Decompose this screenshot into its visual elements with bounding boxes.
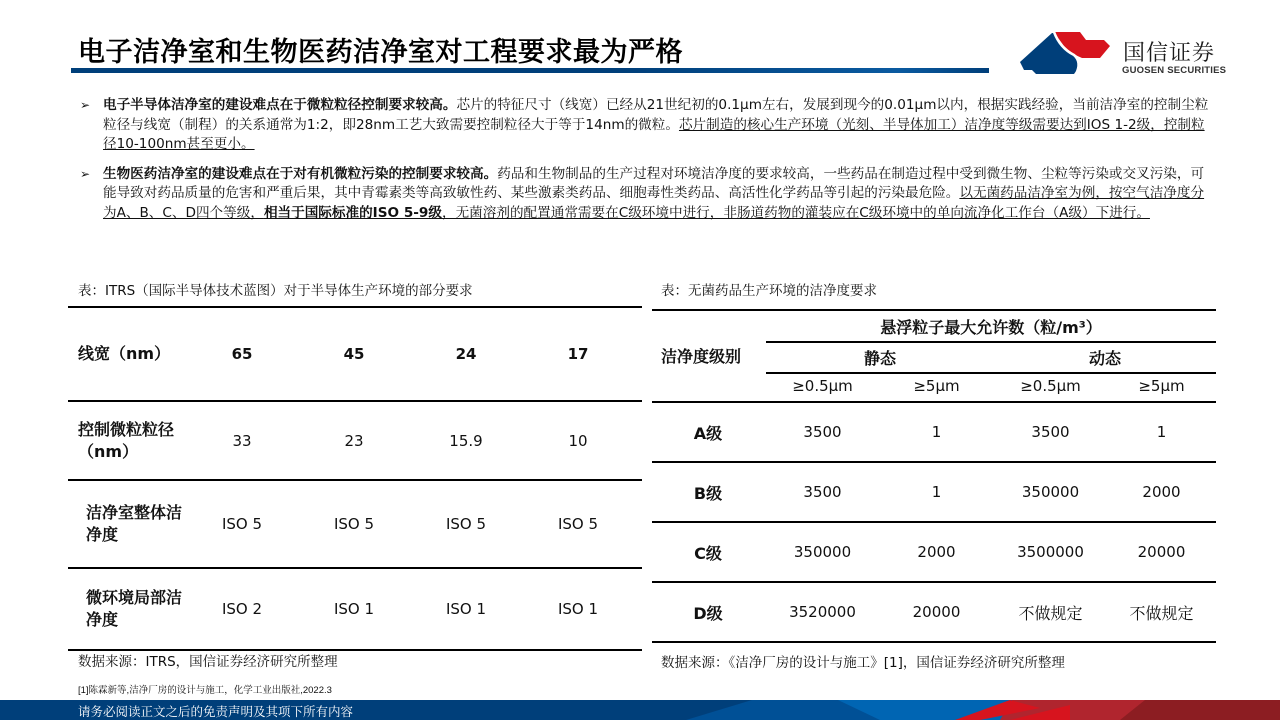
right-table-source: 数据来源：《洁净厂房的设计与施工》[1]，国信证券经济研究所整理 — [661, 655, 1065, 671]
table-cell: ISO 1 — [445, 600, 487, 618]
table-cell: 1 — [1156, 423, 1167, 441]
disclaimer-text: 请务必阅读正文之后的免责声明及其项下所有内容 — [78, 704, 354, 719]
table-cell: 2000 — [1142, 483, 1181, 501]
row-header: 控制微粒粒径（nm） — [78, 419, 175, 461]
table-cell: 不做规定 — [1129, 603, 1194, 623]
table-cell: 3520000 — [789, 603, 856, 621]
table-header — [652, 309, 1216, 403]
table-cell: ISO 5 — [557, 515, 599, 533]
bullet-body: 药品和生物制品的生产过程对环境洁净度的要求较高，一些药品在制造过程中受到微生物、尘粒等污染或交叉污染，可能导致对药品质量的危害和严重后果，其中青霉素类等高致敏性药、某些激素类药品、细胞毒性类药品、高活性化学药品等引起的污染最危险。 — [103, 165, 1205, 201]
table-cell: 23 — [344, 431, 364, 450]
bullet-heading: 生物医药洁净室的建设难点在于对有机微粒污染的控制要求较高。 — [103, 165, 498, 182]
itrs-requirements-table — [68, 306, 642, 651]
table-cell: 350000 — [793, 543, 852, 561]
bullet-electronic-cleanroom — [80, 96, 1210, 155]
guosen-logo-icon — [1016, 28, 1116, 78]
header-divider — [766, 341, 1216, 343]
row-header: 微环境局部洁净度 — [86, 588, 183, 629]
row-header: 洁净室整体洁净度 — [86, 503, 183, 544]
title-underline — [71, 68, 989, 73]
table-row — [68, 306, 642, 400]
company-logo — [1016, 28, 1266, 78]
reference-footnote: [1]陈霖新等,洁净厂房的设计与施工，化学工业出版社,2022.3 — [78, 685, 332, 696]
table-cell: ISO 1 — [557, 600, 599, 618]
static-header: 静态 — [863, 349, 896, 368]
particle-limit-header: 悬浮粒子最大允许数（粒/m³） — [880, 318, 1102, 337]
bullet-underlined-b: ，无菌溶剂的配置通常需要在C级环境中进行，非肠道药物的灌装应在C级环境中的单向流净化工作台（A级）下进行。 — [441, 204, 1150, 221]
footer-bar — [0, 700, 1280, 720]
table-row — [68, 567, 642, 651]
table-cell: 1 — [931, 483, 942, 501]
table-row — [652, 463, 1216, 523]
table-cell: 10 — [568, 431, 588, 450]
bullet-list — [80, 96, 1210, 233]
table-cell: 不做规定 — [1018, 603, 1083, 623]
bullet-underlined: 芯片制造的核心生产环境（光刻、半导体加工）洁净度等级需要达到IOS 1-2级，控制粒径10-100nm甚至更小。 — [103, 116, 1205, 152]
table-cell: 1 — [931, 423, 942, 441]
table-cell: 65 — [231, 345, 253, 363]
table-cell: ISO 5 — [445, 515, 487, 533]
table-cell: 45 — [343, 345, 365, 363]
table-cell: 20000 — [1137, 543, 1186, 561]
right-table-caption: 表：无菌药品生产环境的洁净度要求 — [661, 283, 877, 299]
table-cell: 20000 — [912, 603, 961, 621]
grade-column-header: 洁净度级别 — [661, 347, 742, 366]
logo-chinese-name: 国信证券 — [1123, 41, 1216, 66]
table-cell: 3500 — [803, 483, 842, 501]
table-cell: 33 — [232, 431, 252, 450]
bullet-underlined-bold: 相当于国际标准的ISO 5-9级 — [263, 204, 442, 221]
grade-label: A级 — [693, 423, 723, 443]
bullet-heading: 电子半导体洁净室的建设难点在于微粒粒径控制要求较高。 — [103, 97, 457, 113]
table-row — [652, 523, 1216, 583]
page-title: 电子洁净室和生物医药洁净室对工程要求最为严格 — [78, 37, 683, 68]
table-row — [652, 403, 1216, 463]
dynamic-header: 动态 — [1088, 349, 1121, 368]
table-cell: 3500 — [1031, 423, 1070, 441]
table-cell: 2000 — [917, 543, 956, 561]
table-cell: 3500000 — [1017, 543, 1084, 561]
table-cell: 350000 — [1021, 483, 1080, 501]
row-header: 线宽（nm） — [78, 344, 171, 363]
arrow-bullet-icon: ➢ — [80, 98, 91, 112]
unit-header: ≥0.5μm — [792, 377, 853, 395]
left-table-source: 数据来源：ITRS，国信证券经济研究所整理 — [78, 654, 338, 670]
table-cell: 17 — [567, 345, 589, 363]
unit-header: ≥5μm — [913, 377, 960, 395]
bullet-underlined-a: 以无菌药品洁净室为例，按空气洁净度分为A、B、C、D四个等级， — [103, 185, 1205, 221]
table-cell: ISO 2 — [221, 600, 263, 618]
table-cell: ISO 1 — [333, 600, 375, 618]
table-cell: ISO 5 — [221, 515, 263, 533]
table-cell: 15.9 — [449, 431, 483, 450]
grade-label: D级 — [693, 603, 723, 623]
grade-label: C级 — [694, 543, 722, 563]
table-row — [68, 479, 642, 567]
logo-english-name: GUOSEN SECURITIES — [1122, 65, 1227, 76]
unit-header: ≥0.5μm — [1020, 377, 1081, 395]
table-row — [652, 583, 1216, 643]
left-table-caption: 表：ITRS（国际半导体技术蓝图）对于半导体生产环境的部分要求 — [78, 283, 473, 299]
sterile-cleanliness-table — [652, 309, 1216, 643]
table-row — [68, 400, 642, 479]
arrow-bullet-icon: ➢ — [80, 166, 91, 181]
unit-header: ≥5μm — [1138, 377, 1185, 395]
table-cell: 24 — [455, 345, 477, 363]
table-cell: 3500 — [803, 423, 842, 441]
bullet-body: 芯片的特征尺寸（线宽）已经从21世纪初的0.1μm左右，发展到现今的0.01μm以内，根据实践经验，当前洁净室的控制尘粒粒径与线宽（制程）的关系通常为1:2，即28nm工艺大致需要控制粒径大于等于14nm的微粒。 — [103, 97, 1209, 133]
bullet-biopharma-cleanroom — [80, 165, 1210, 224]
table-cell: ISO 5 — [333, 515, 375, 533]
header-divider — [766, 372, 1216, 374]
grade-label: B级 — [693, 483, 723, 503]
